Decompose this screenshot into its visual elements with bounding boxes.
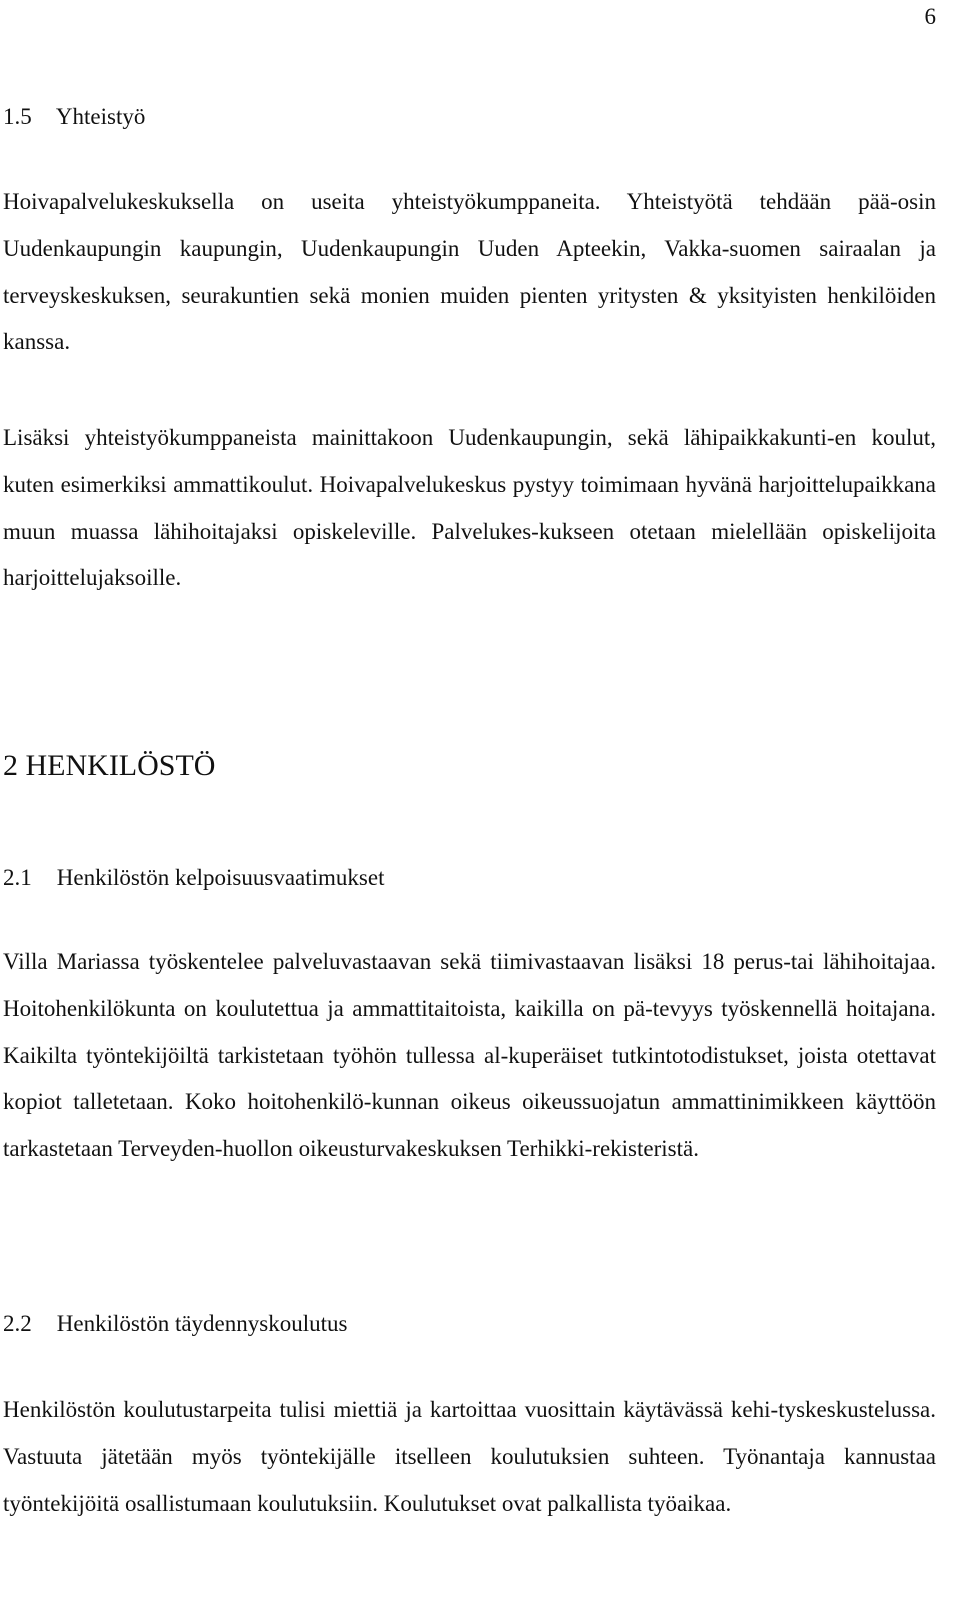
- section-title: Yhteistyö: [55, 104, 146, 129]
- chapter-number: 2: [3, 749, 18, 782]
- section-number: 2.2: [3, 1311, 32, 1336]
- section-number: 1.5: [3, 104, 32, 129]
- section-heading-2-2: [3, 1307, 347, 1341]
- section-heading-1-5: [3, 100, 145, 134]
- paragraph-taydennyskoulutus: Henkilöstön koulutustarpeita tulisi miettiä ja kartoittaa vuosittain käytävässä kehi-tyskeskustelussa. Vastuuta jätetään myös työntekijälle itselleen koulutuksien suhteen. Työnantaja kannustaa työntekijöitä osallistumaan koulutuksiin. Koulutukset ovat palkallista työaikaa.: [3, 1397, 936, 1516]
- paragraph-yhteistyo-1: Hoivapalvelukeskuksella on useita yhteistyökumppaneita. Yhteistyötä tehdään pää-osin Uudenkaupungin kaupungin, Uudenkaupungin Uuden Apteekin, Vakka-suomen sairaalan ja terveyskeskuksen, seurakuntien sekä monien muiden pienten yritysten & yksityisten henkilöiden kanssa.: [3, 189, 936, 355]
- chapter-title: HENKILÖSTÖ: [25, 749, 216, 782]
- section-heading-2-1: [3, 861, 384, 895]
- page-number: 6: [924, 4, 936, 29]
- section-title: Henkilöstön kelpoisuusvaatimukset: [56, 865, 385, 890]
- paragraph-yhteistyo-2: Lisäksi yhteistyökumppaneista mainittakoon Uudenkaupungin, sekä lähipaikkakunti-en koulut, kuten esimerkiksi ammattikoulut. Hoivapalvelukeskus pystyy toimimaan hyvänä harjoittelupaikkana muun muassa lähihoitajaksi opiskeleville. Palvelukes-kukseen otetaan mielellään opiskelijoita harjoittelujaksoille.: [3, 425, 936, 591]
- chapter-heading-2: [3, 746, 215, 786]
- paragraph-kelpoisuus: Villa Mariassa työskentelee palveluvastaavan sekä tiimivastaavan lisäksi 18 perus-tai lähihoitajaa. Hoitohenkilökunta on koulutettua ja ammattitaitoista, kaikilla on pä-tevyys työskennellä hoitajana. Kaikilta työntekijöiltä tarkistetaan työhön tullessa al-kuperäiset tutkintotodistukset, joista otettavat kopiot talletetaan. Koko hoitohenkilö-kunnan oikeus oikeussuojatun ammattinimikkeen käyttöön tarkastetaan Terveyden-huollon oikeusturvakeskuksen Terhikki-rekisteristä.: [3, 949, 936, 1162]
- section-title: Henkilöstön täydennyskoulutus: [56, 1311, 348, 1336]
- section-number: 2.1: [3, 865, 32, 890]
